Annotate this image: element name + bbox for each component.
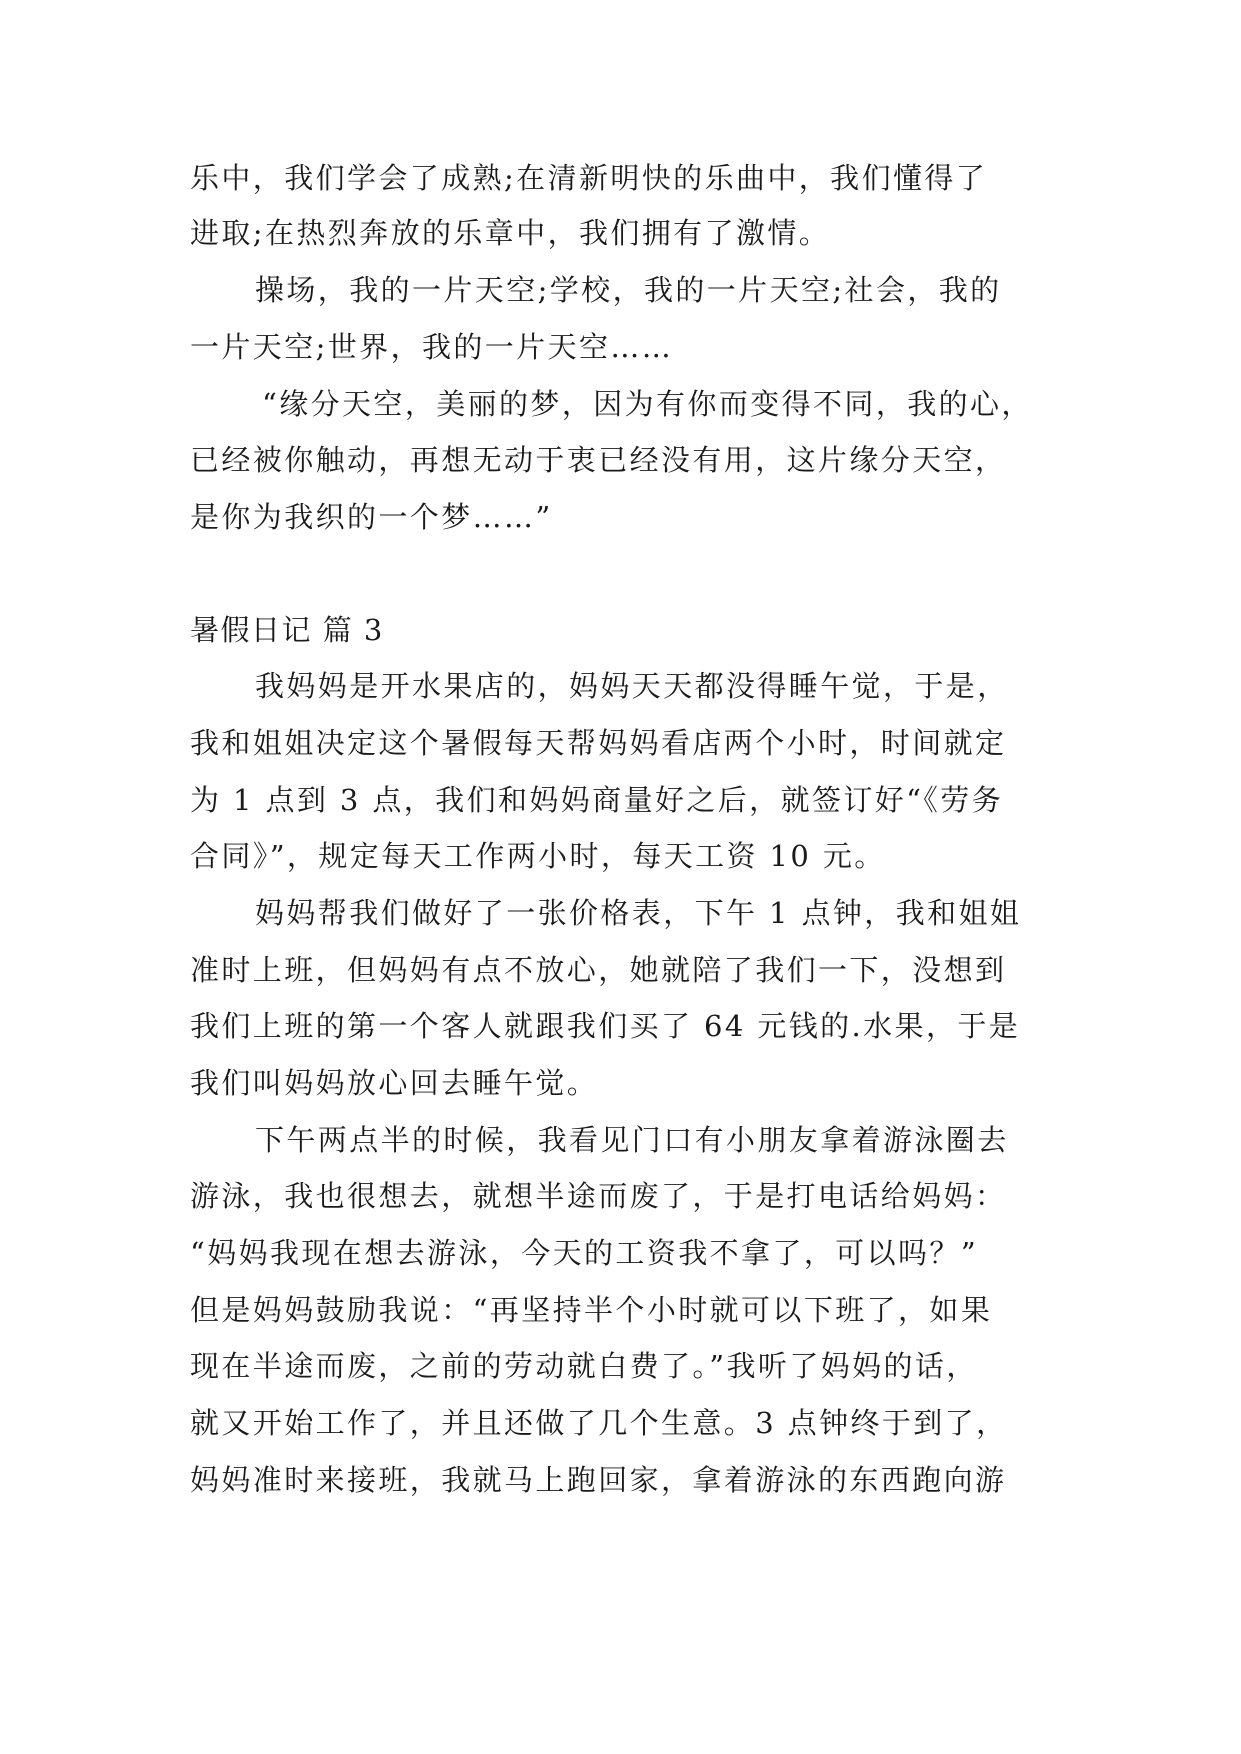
- text-line-22: 妈妈准时来接班，我就马上跑回家，拿着游泳的东西跑向游: [190, 1463, 1007, 1497]
- text-line-8: 我妈妈是开水果店的，妈妈天天都没得睡午觉，于是，: [255, 669, 1009, 703]
- text-line-12: 妈妈帮我们做好了一张价格表，下午 1 点钟，我和姐姐: [255, 896, 1022, 930]
- text-line-14: 我们上班的第一个客人就跟我们买了 64 元钱的.水果，于是: [190, 1009, 1021, 1043]
- text-line-1: 乐中，我们学会了成熟;在清新明快的乐曲中，我们懂得了: [190, 161, 988, 195]
- text-line-10: 为 1 点到 3 点，我们和妈妈商量好之后，就签订好“《劳务: [190, 783, 1004, 817]
- text-line-3: 操场，我的一片天空;学校，我的一片天空;社会，我的: [255, 273, 1002, 307]
- text-line-4: 一片天空;世界，我的一片天空……: [190, 330, 674, 364]
- text-line-16: 下午两点半的时候，我看见门口有小朋友拿着游泳圈去: [255, 1123, 1009, 1157]
- text-line-13: 准时上班，但妈妈有点不放心，她就陪了我们一下，没想到: [190, 953, 1007, 987]
- text-line-20: 现在半途而废，之前的劳动就白费了。”我听了妈妈的话，: [190, 1349, 978, 1383]
- text-line-9: 我和姐姐决定这个暑假每天帮妈妈看店两个小时，时间就定: [190, 726, 1007, 760]
- section-heading: 暑假日记 篇 3: [190, 613, 384, 647]
- text-line-18: “妈妈我现在想去游泳，今天的工资我不拿了，可以吗？”: [190, 1236, 979, 1270]
- text-line-15: 我们叫妈妈放心回去睡午觉。: [190, 1066, 599, 1100]
- text-line-19: 但是妈妈鼓励我说：“再坚持半个小时就可以下班了，如果: [190, 1293, 993, 1327]
- text-line-21: 就又开始工作了，并且还做了几个生意。3 点钟终于到了，: [190, 1406, 1008, 1440]
- text-line-6: 已经被你触动，再想无动于衷已经没有用，这片缘分天空，: [190, 443, 1007, 477]
- text-line-17: 游泳，我也很想去，就想半途而废了，于是打电话给妈妈：: [190, 1179, 1007, 1213]
- text-line-2: 进取;在热烈奔放的乐章中，我们拥有了激情。: [190, 216, 831, 250]
- text-line-7: 是你为我织的一个梦……”: [190, 500, 553, 534]
- text-line-5: “缘分天空，美丽的梦，因为有你而变得不同，我的心，: [262, 387, 1033, 421]
- text-line-11: 合同》”，规定每天工作两小时，每天工资 10 元。: [190, 839, 886, 873]
